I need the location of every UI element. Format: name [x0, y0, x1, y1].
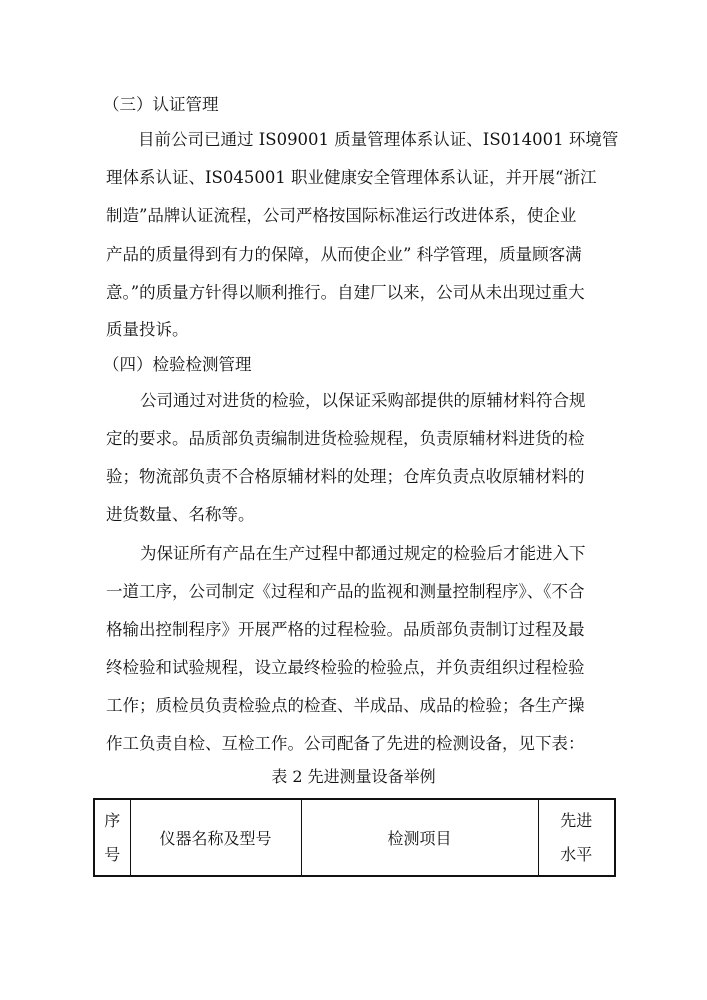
paragraph-line: 理体系认证、IS045001 职业健康安全管理体系认证，并开展“浙江 [106, 168, 597, 187]
header-seq-bottom: 号 [104, 844, 121, 864]
paragraph-line: 制造”品牌认证流程，公司严格按国际标准运行改进体系，使企业 [106, 206, 577, 225]
equipment-table [93, 798, 616, 877]
paragraph-line: 格输出控制程序》开展严格的过程检验。品质部负责制订过程及最 [106, 620, 585, 639]
paragraph-line: 工作；质检员负责检验点的检查、半成品、成品的检验；各生产操 [106, 696, 585, 715]
paragraph-line: 定的要求。品质部负责编制进货检验规程，负责原辅材料进货的检 [106, 429, 585, 448]
paragraph-line: 终检验和试验规程，设立最终检验的检验点，并负责组织过程检验 [106, 658, 585, 677]
paragraph-line: 作工负责自检、互检工作。公司配备了先进的检测设备，见下表： [106, 734, 585, 753]
table-header-row [94, 799, 615, 876]
section-heading-certification: （三）认证管理 [103, 95, 219, 114]
paragraph-line: 一道工序，公司制定《过程和产品的监视和测量控制程序》、《不合 [106, 582, 585, 601]
header-cell-level [538, 799, 615, 876]
paragraph-line: 质量投诉。 [106, 320, 189, 339]
table-caption: 表 2 先进测量设备举例 [271, 767, 436, 786]
paragraph-line: 公司通过对进货的检验，以保证采购部提供的原辅材料符合规 [140, 391, 586, 410]
paragraph-line: 验；物流部负责不合格原辅材料的处理；仓库负责点收原辅材料的 [106, 467, 585, 486]
paragraph-line: 为保证所有产品在生产过程中都通过规定的检验后才能进入下 [140, 544, 586, 563]
header-level-top: 先进 [560, 810, 593, 830]
paragraph-line: 进货数量、名称等。 [106, 505, 255, 524]
header-cell-items: 检测项目 [301, 799, 538, 876]
section-heading-inspection: （四）检验检测管理 [103, 355, 252, 374]
paragraph-line: 目前公司已通过 IS09001 质量管理体系认证、IS014001 环境管 [138, 130, 619, 149]
header-level-bottom: 水平 [560, 844, 593, 864]
header-cell-seq [94, 799, 130, 876]
header-seq-top: 序 [104, 810, 121, 830]
paragraph-line: 意。”的质量方针得以顺利推行。自建厂以来，公司从未出现过重大 [106, 283, 585, 302]
paragraph-line: 产品的质量得到有力的保障，从而使企业” 科学管理，质量顾客满 [106, 245, 582, 264]
header-cell-instrument: 仪器名称及型号 [130, 799, 301, 876]
